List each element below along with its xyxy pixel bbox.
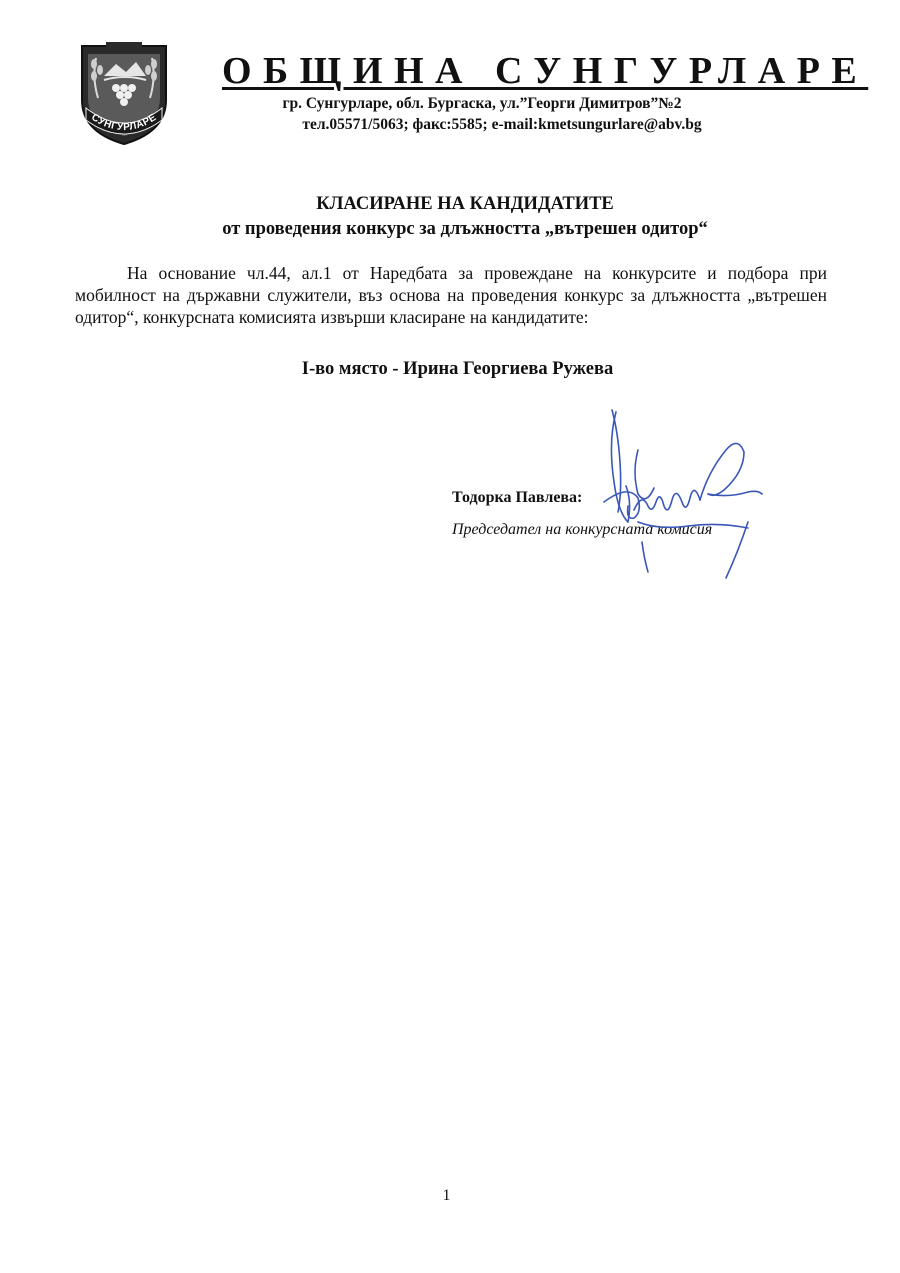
page-number: 1 [442,1187,451,1204]
handwritten-signature-icon [598,402,778,584]
document-body: На основание чл.44, ал.1 от Наредбата за провеждане на конкурсите и подбора при мобилност на държавни служители, въз основа на проведения конкурс за длъжността „вътрешен одитор“, конкурсната комисията извърши класиране на кандидатите: [75,263,827,327]
ranking-first-place: I-во място - Ирина Георгиева Ружева [301,359,614,379]
signer-name: Тодорка Павлева: [452,489,583,506]
municipality-name: ОБЩИНА СУНГУРЛАРЕ [222,50,869,92]
signer-role: Председател на конкурсната комисия [452,521,713,538]
municipality-address: гр. Сунгурларе, обл. Бургаска, ул.”Георги Димитров”№2 [282,95,682,112]
document-subtitle: от проведения конкурс за длъжността „вътрешен одитор“ [222,219,708,239]
coat-of-arms-icon [76,42,172,146]
document-title: КЛАСИРАНЕ НА КАНДИДАТИТЕ [316,194,614,214]
municipality-contacts: тел.05571/5063; факс:5585; e-mail:kmetsungurlare@abv.bg [302,116,702,133]
svg-text:СУНГУРЛАРЕ: СУНГУРЛАРЕ [89,111,159,134]
